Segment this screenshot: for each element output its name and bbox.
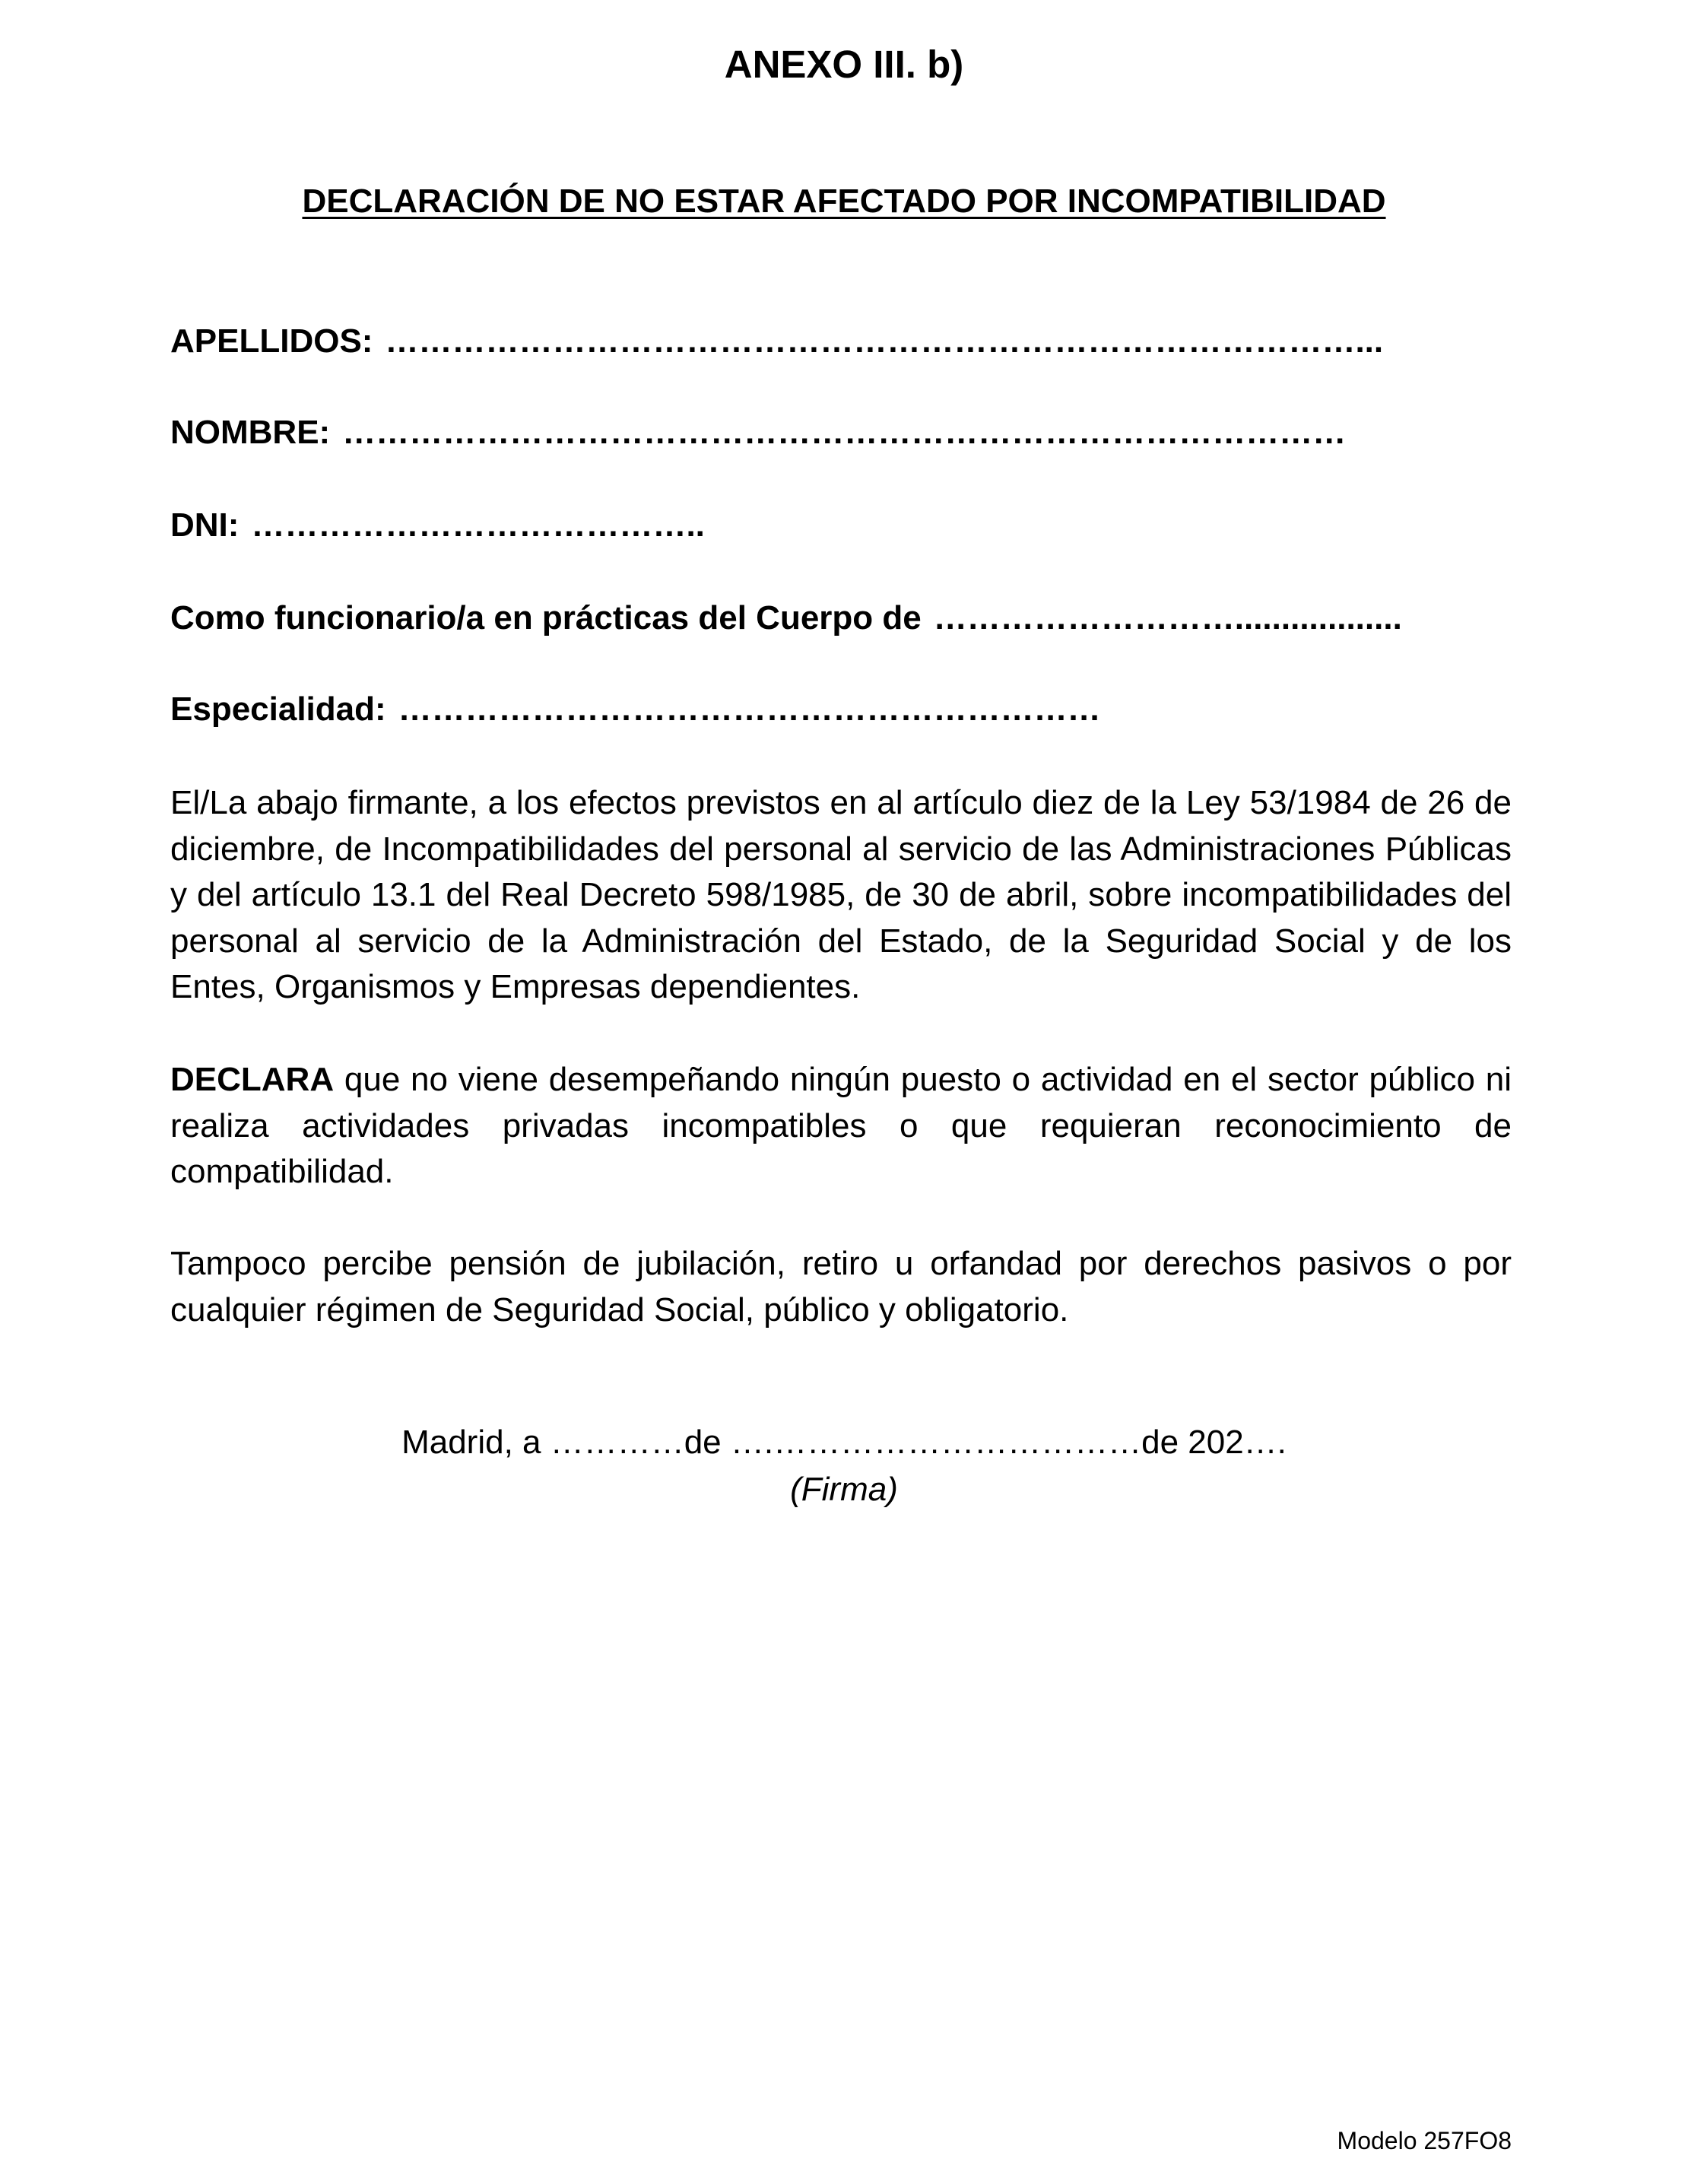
paragraph-pension: Tampoco percibe pensión de jubilación, retiro u orfandad por derechos pasivos o por cualquier régimen de Seguridad Social, público y obligatorio. bbox=[170, 1245, 1512, 1328]
paragraph-legal-basis: El/La abajo firmante, a los efectos previstos en al artículo diez de la Ley 53/1984 de 26 de diciembre, de Incompatibilidades del personal al servicio de las Administraciones Públicas y del artículo 13.1 del Real Decreto 598/1985, de 30 de abril, sobre incompatibilidades del personal al servicio de la Administración del Estado, de la Seguridad Social y de los Entes, Organismos y Empresas dependientes. bbox=[170, 784, 1512, 1005]
declaration-lead: DECLARA bbox=[170, 1061, 335, 1098]
field-cuerpo-blank: ……………………….................. bbox=[933, 599, 1402, 636]
place-date-line: Madrid, a …………de ….……………………………de 202…. bbox=[401, 1424, 1287, 1461]
declaration-text: que no viene desempeñando ningún puesto o actividad en el sector público ni realiza actividades privadas incompatibles o que requieran reconocimiento de compatibilidad. bbox=[170, 1061, 1512, 1190]
field-dni-label: DNI: bbox=[170, 506, 240, 544]
signature-label: (Firma) bbox=[790, 1471, 898, 1508]
annex-title: ANEXO III. b) bbox=[724, 43, 964, 86]
field-nombre-label: NOMBRE: bbox=[170, 414, 331, 451]
field-especialidad bbox=[170, 687, 1101, 732]
field-apellidos-blank: ……………………………………………………………………………... bbox=[385, 322, 1384, 360]
field-cuerpo-label: Como funcionario/a en prácticas del Cuerpo de bbox=[170, 599, 922, 636]
field-nombre-blank: ……………………………………………………………………………… bbox=[342, 414, 1347, 451]
paragraph-declaration bbox=[170, 1057, 1512, 1195]
field-especialidad-label: Especialidad: bbox=[170, 690, 386, 728]
field-apellidos-label: APELLIDOS: bbox=[170, 322, 373, 360]
field-nombre bbox=[170, 411, 1346, 455]
field-dni-blank: ………………………………….. bbox=[251, 506, 705, 544]
field-especialidad-blank: ……………………………………………………… bbox=[398, 690, 1101, 728]
field-dni bbox=[170, 503, 705, 548]
document-title: DECLARACIÓN DE NO ESTAR AFECTADO POR INCOMPATIBILIDAD bbox=[302, 183, 1386, 220]
model-number: Modelo 257FO8 bbox=[1337, 2127, 1512, 2154]
field-apellidos bbox=[170, 319, 1383, 363]
field-cuerpo bbox=[170, 596, 1402, 640]
